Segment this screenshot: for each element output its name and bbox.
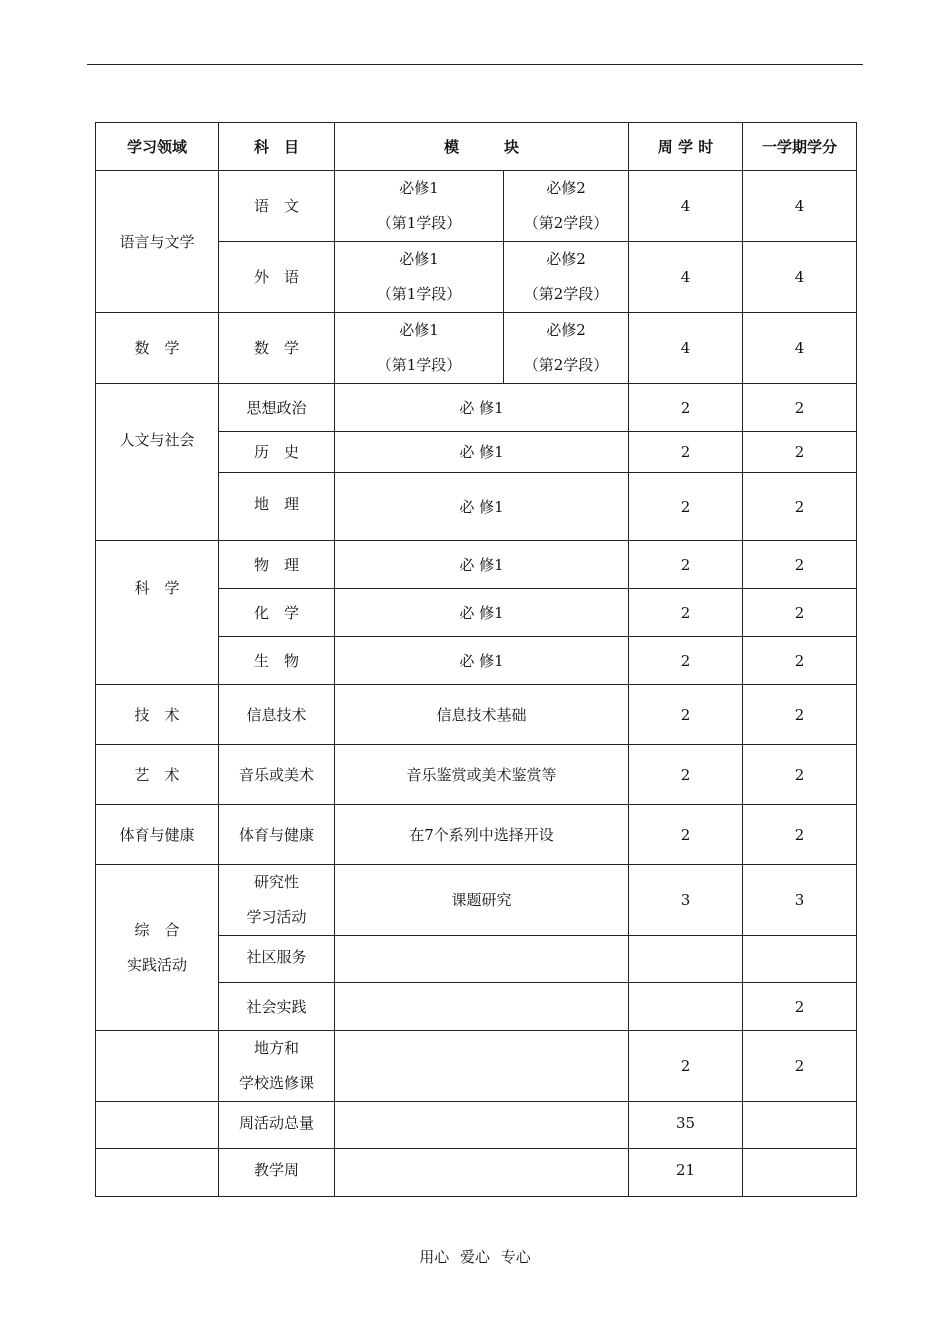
hours-cell: 4 [629, 171, 743, 242]
header-weekly-hours: 周 学 时 [629, 123, 743, 171]
subject-cell: 思想政治 [219, 384, 335, 432]
subject-cell: 音乐或美术 [219, 745, 335, 805]
subject-cell: 物 理 [219, 541, 335, 589]
module-cell: 必 修1 [335, 473, 629, 541]
area-cell [96, 1149, 219, 1197]
table-row [96, 1102, 857, 1149]
subject-cell: 地方和 学校选修课 [219, 1031, 335, 1102]
table-row [96, 384, 857, 432]
area-cell: 人文与社会 [96, 384, 219, 541]
subject-cell: 化 学 [219, 589, 335, 637]
hours-cell: 2 [629, 805, 743, 865]
subject-cell: 生 物 [219, 637, 335, 685]
hours-cell: 2 [629, 384, 743, 432]
table-row [96, 171, 857, 242]
module-cell: 信息技术基础 [335, 685, 629, 745]
header-subject: 科 目 [219, 123, 335, 171]
module-cell: 必修2 （第2学段） [504, 313, 629, 384]
module-cell: 必修1 （第1学段） [335, 242, 504, 313]
subject-cell: 研究性 学习活动 [219, 865, 335, 936]
credits-cell: 2 [743, 685, 857, 745]
module-cell: 必修1 （第1学段） [335, 171, 504, 242]
module-cell [335, 1102, 629, 1149]
hours-cell: 21 [629, 1149, 743, 1197]
table-row [96, 541, 857, 589]
table-header-row [96, 123, 857, 171]
credits-cell [743, 1149, 857, 1197]
area-cell: 数 学 [96, 313, 219, 384]
area-cell: 综 合 实践活动 [96, 865, 219, 1031]
subject-cell: 地 理 [219, 473, 335, 541]
table-row [96, 745, 857, 805]
subject-cell: 社会实践 [219, 983, 335, 1031]
table-row [96, 1149, 857, 1197]
hours-cell: 2 [629, 745, 743, 805]
page-footer: 用心 爱心 专心 [419, 1248, 531, 1266]
hours-cell [629, 983, 743, 1031]
area-cell: 语言与文学 [96, 171, 219, 313]
table-row [96, 685, 857, 745]
module-cell: 必 修1 [335, 432, 629, 473]
subject-cell: 社区服务 [219, 936, 335, 983]
subject-cell: 历 史 [219, 432, 335, 473]
credits-cell: 3 [743, 865, 857, 936]
hours-cell: 2 [629, 1031, 743, 1102]
credits-cell: 4 [743, 171, 857, 242]
module-cell: 必 修1 [335, 589, 629, 637]
subject-cell: 外 语 [219, 242, 335, 313]
credits-cell: 2 [743, 745, 857, 805]
credits-cell: 2 [743, 637, 857, 685]
module-cell: 课题研究 [335, 865, 629, 936]
credits-cell: 2 [743, 432, 857, 473]
table-row [96, 805, 857, 865]
hours-cell: 35 [629, 1102, 743, 1149]
subject-cell: 数 学 [219, 313, 335, 384]
header-rule [87, 64, 863, 65]
curriculum-table [95, 122, 857, 1197]
module-cell: 在7个系列中选择开设 [335, 805, 629, 865]
subject-cell: 信息技术 [219, 685, 335, 745]
credits-cell: 2 [743, 473, 857, 541]
hours-cell: 2 [629, 432, 743, 473]
credits-cell [743, 1102, 857, 1149]
area-cell: 技 术 [96, 685, 219, 745]
credits-cell: 2 [743, 589, 857, 637]
hours-cell: 2 [629, 685, 743, 745]
hours-cell: 2 [629, 541, 743, 589]
module-cell [335, 1031, 629, 1102]
hours-cell: 2 [629, 589, 743, 637]
subject-cell: 教学周 [219, 1149, 335, 1197]
module-cell: 必 修1 [335, 541, 629, 589]
module-cell [335, 1149, 629, 1197]
header-area: 学习领域 [96, 123, 219, 171]
credits-cell: 2 [743, 1031, 857, 1102]
subject-cell: 周活动总量 [219, 1102, 335, 1149]
header-module: 模 块 [335, 123, 629, 171]
module-cell [335, 936, 629, 983]
area-cell: 艺 术 [96, 745, 219, 805]
header-credits: 一学期学分 [743, 123, 857, 171]
area-cell: 科 学 [96, 541, 219, 685]
area-cell: 体育与健康 [96, 805, 219, 865]
module-cell [335, 983, 629, 1031]
hours-cell: 4 [629, 242, 743, 313]
credits-cell: 2 [743, 805, 857, 865]
subject-cell: 体育与健康 [219, 805, 335, 865]
credits-cell: 4 [743, 313, 857, 384]
hours-cell: 4 [629, 313, 743, 384]
table-row [96, 313, 857, 384]
credits-cell [743, 936, 857, 983]
hours-cell: 2 [629, 473, 743, 541]
credits-cell: 2 [743, 983, 857, 1031]
credits-cell: 2 [743, 541, 857, 589]
area-cell [96, 1102, 219, 1149]
module-cell: 必 修1 [335, 637, 629, 685]
module-cell: 必修2 （第2学段） [504, 242, 629, 313]
subject-cell: 语 文 [219, 171, 335, 242]
module-cell: 必修2 （第2学段） [504, 171, 629, 242]
module-cell: 必 修1 [335, 384, 629, 432]
table-row [96, 865, 857, 936]
credits-cell: 4 [743, 242, 857, 313]
module-cell: 必修1 （第1学段） [335, 313, 504, 384]
area-cell [96, 1031, 219, 1102]
hours-cell [629, 936, 743, 983]
hours-cell: 2 [629, 637, 743, 685]
hours-cell: 3 [629, 865, 743, 936]
table-row [96, 1031, 857, 1102]
credits-cell: 2 [743, 384, 857, 432]
module-cell: 音乐鉴赏或美术鉴赏等 [335, 745, 629, 805]
